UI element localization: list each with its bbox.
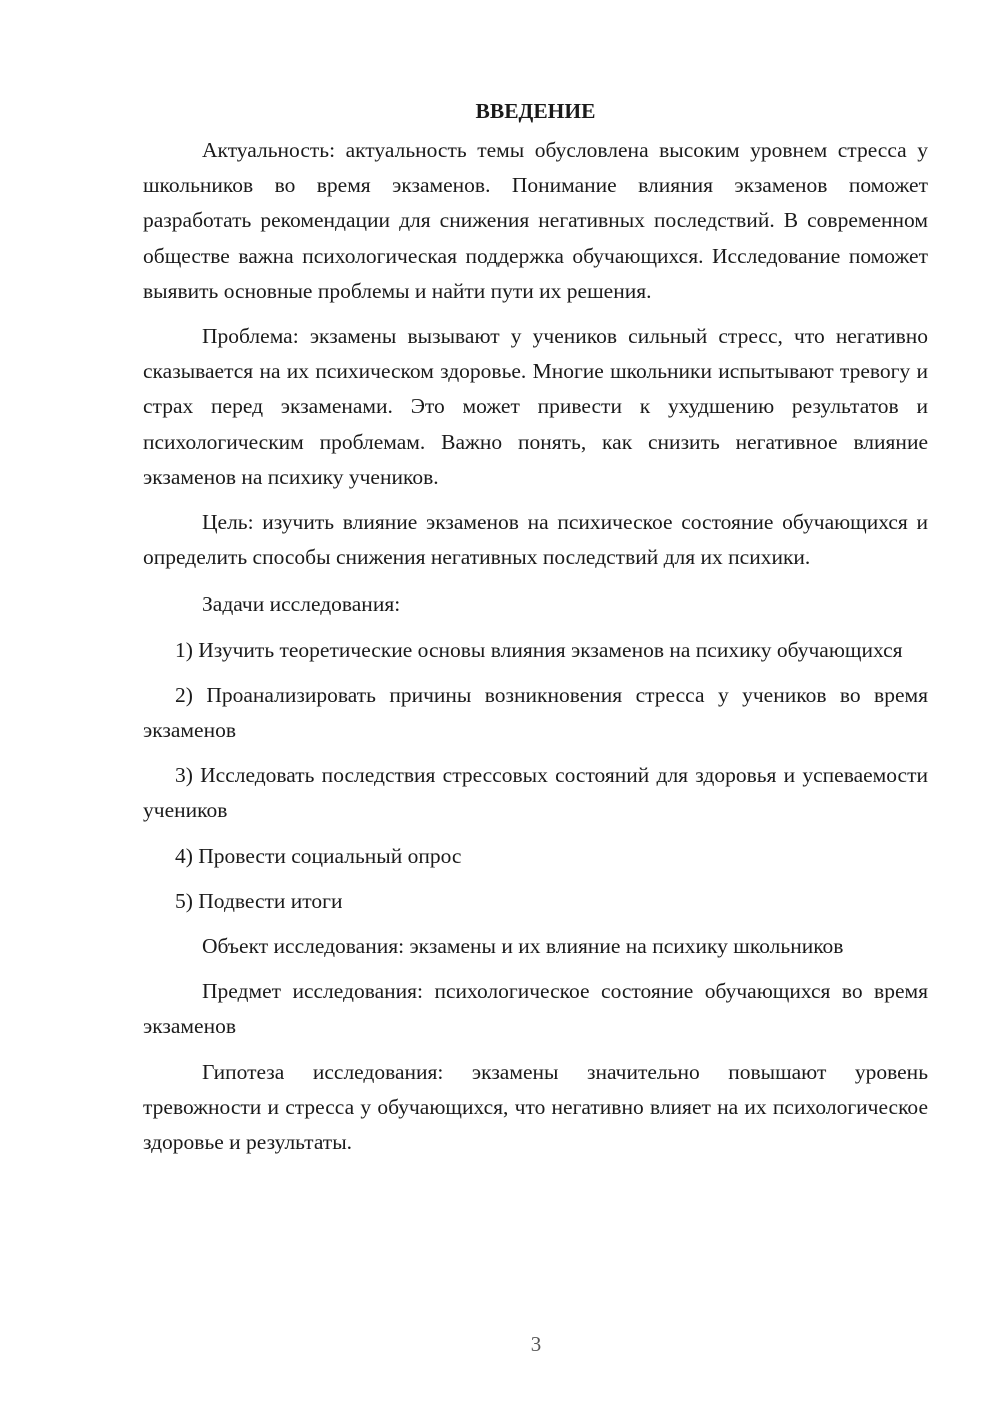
task-item-5: 5) Подвести итоги [175,888,343,913]
task-item-2: 2) Проанализировать причины возникновения стресса у учеников во время экзаменов [143,682,928,743]
paragraph-goal: Цель: изучить влияние экзаменов на психическое состояние обучающихся и определить способы снижения негативных последствий для их психики. [143,510,928,570]
task-item-4: 4) Провести социальный опрос [175,843,462,868]
paragraph-subject: Предмет исследования: психологическое состояние обучающихся во время экзаменов [143,979,928,1039]
task-item-3: 3) Исследовать последствия стрессовых состояний для здоровья и успеваемости учеников [143,763,928,823]
tasks-heading: Задачи исследования: [202,592,401,617]
page-number: 3 [530,1332,542,1356]
page-title: ВВЕДЕНИЕ [475,99,596,123]
task-item-1: 1) Изучить теоретические основы влияния экзаменов на психику обучающихся [175,637,903,662]
paragraph-object: Объект исследования: экзамены и их влияние на психику школьников [202,934,844,959]
paragraph-relevance: Актуальность: актуальность темы обусловлена высоким уровнем стресса у школьников во время экзаменов. Понимание влияния экзаменов поможет разработать рекомендации для снижения негативных последствий. В современном обществе важна психологическая поддержка обучающихся. Исследование поможет выявить основные проблемы и найти пути их решения. [143,138,928,303]
paragraph-problem: Проблема: экзамены вызывают у учеников сильный стресс, что негативно сказывается на их психическом здоровье. Многие школьники испытывают тревогу и страх перед экзаменами. Это может привести к ухудшению результатов и психологическим проблемам. Важно понять, как снизить негативное влияние экзаменов на психику учеников. [143,324,928,489]
paragraph-hypothesis: Гипотеза исследования: экзамены значительно повышают уровень тревожности и стресса у обучающихся, что негативно влияет на их психологическое здоровье и результаты. [143,1059,928,1155]
document-page [143,96,928,1160]
